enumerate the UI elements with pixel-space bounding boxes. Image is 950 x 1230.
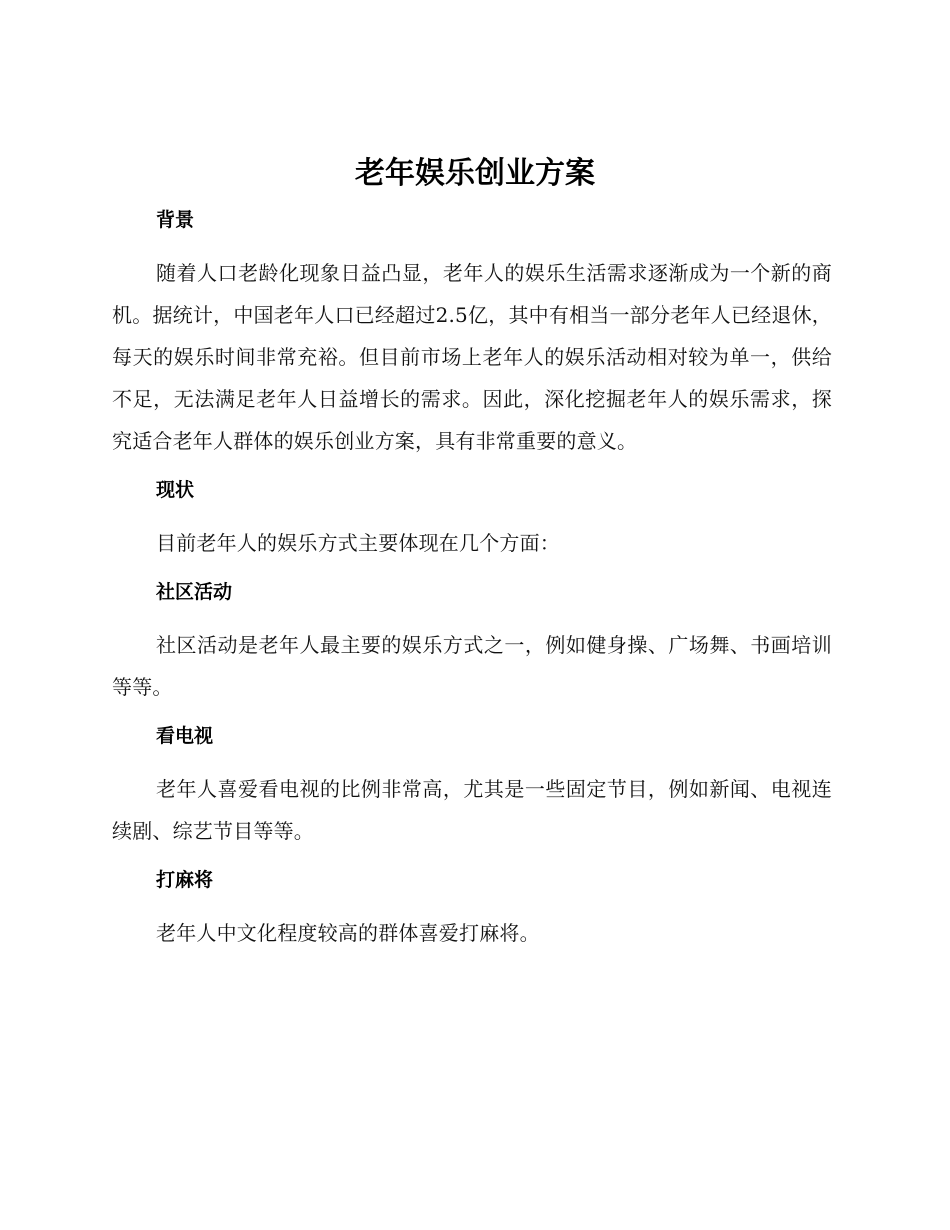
section-heading-community: 社区活动	[156, 581, 233, 603]
section-paragraph-background: 随着人口老龄化现象日益凸显，老年人的娱乐生活需求逐渐成为一个新的商机。据统计，中国老年人口已经超过2.5亿，其中有相当一部分老年人已经退休，每天的娱乐时间非常充裕。但目前市场上老年人的娱乐活动相对较为单一，供给不足，无法满足老年人日益增长的需求。因此，深化挖掘老年人的娱乐需求，探究适合老年人群体的娱乐创业方案，具有非常重要的意义。	[112, 261, 832, 453]
section-paragraph-status: 目前老年人的娱乐方式主要体现在几个方面：	[156, 531, 560, 555]
section-heading-mahjong: 打麻将	[156, 869, 214, 891]
section-heading-background: 背景	[156, 209, 195, 231]
document-title: 老年娱乐创业方案	[355, 156, 595, 191]
section-paragraph-tv: 老年人喜爱看电视的比例非常高，尤其是一些固定节目，例如新闻、电视连续剧、综艺节目等等。	[112, 777, 832, 843]
document-body	[112, 202, 832, 964]
section-heading-tv: 看电视	[156, 725, 214, 747]
section-paragraph-mahjong: 老年人中文化程度较高的群体喜爱打麻将。	[156, 921, 540, 945]
section-paragraph-community: 社区活动是老年人最主要的娱乐方式之一，例如健身操、广场舞、书画培训等等。	[112, 633, 832, 699]
section-heading-status: 现状	[156, 479, 195, 501]
